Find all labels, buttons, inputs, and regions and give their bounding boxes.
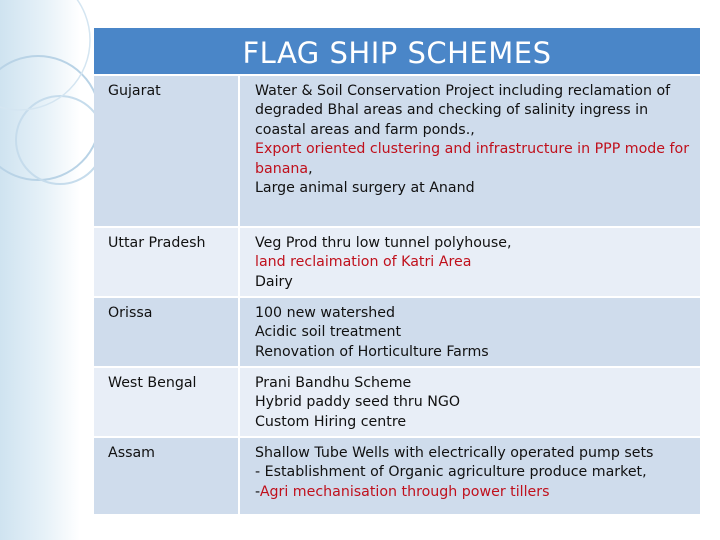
scheme-cell xyxy=(240,298,700,366)
scheme-line-punct: , xyxy=(308,160,313,177)
scheme-line: Shallow Tube Wells with electrically operated pump sets xyxy=(255,445,654,461)
scheme-line: Hybrid paddy seed thru NGO xyxy=(255,394,461,411)
table-row xyxy=(94,368,700,436)
scheme-line-prefix: - xyxy=(255,483,260,500)
table-row xyxy=(94,76,700,226)
scheme-line-highlight: land reclaimation of Katri Area xyxy=(255,254,472,271)
state-cell: West Bengal xyxy=(94,368,238,436)
state-cell: Gujarat xyxy=(94,76,238,226)
scheme-line: - Establishment of Organic agriculture produce market, xyxy=(255,464,647,481)
scheme-line: Renovation of Horticulture Farms xyxy=(255,343,489,360)
scheme-line: 100 new watershed xyxy=(255,305,395,321)
state-cell: Orissa xyxy=(94,298,238,366)
scheme-cell xyxy=(240,368,700,436)
table-row xyxy=(94,298,700,366)
scheme-line: Dairy xyxy=(255,273,293,290)
scheme-line: Large animal surgery at Anand xyxy=(255,180,475,197)
page-title: FLAG SHIP SCHEMES xyxy=(94,28,700,74)
scheme-line-highlight: Export oriented clustering and infrastructure in PPP mode for banana xyxy=(255,141,690,177)
scheme-line-highlight: Agri mechanisation through power tillers xyxy=(259,483,550,500)
scheme-cell xyxy=(240,228,700,296)
scheme-cell xyxy=(240,76,700,226)
table-row xyxy=(94,228,700,296)
scheme-line: Custom Hiring centre xyxy=(255,413,407,430)
table-row xyxy=(94,438,700,514)
scheme-cell xyxy=(240,438,700,514)
schemes-table xyxy=(94,28,700,514)
state-cell: Assam xyxy=(94,438,238,514)
scheme-line: Prani Bandhu Scheme xyxy=(255,375,412,391)
scheme-line: Water & Soil Conservation Project including reclamation of degraded Bhal areas and checking of salinity ingress in coastal areas and farm ponds., xyxy=(255,83,671,138)
scheme-line: Acidic soil treatment xyxy=(255,324,402,341)
state-cell: Uttar Pradesh xyxy=(94,228,238,296)
scheme-line: Veg Prod thru low tunnel polyhouse, xyxy=(255,235,512,251)
